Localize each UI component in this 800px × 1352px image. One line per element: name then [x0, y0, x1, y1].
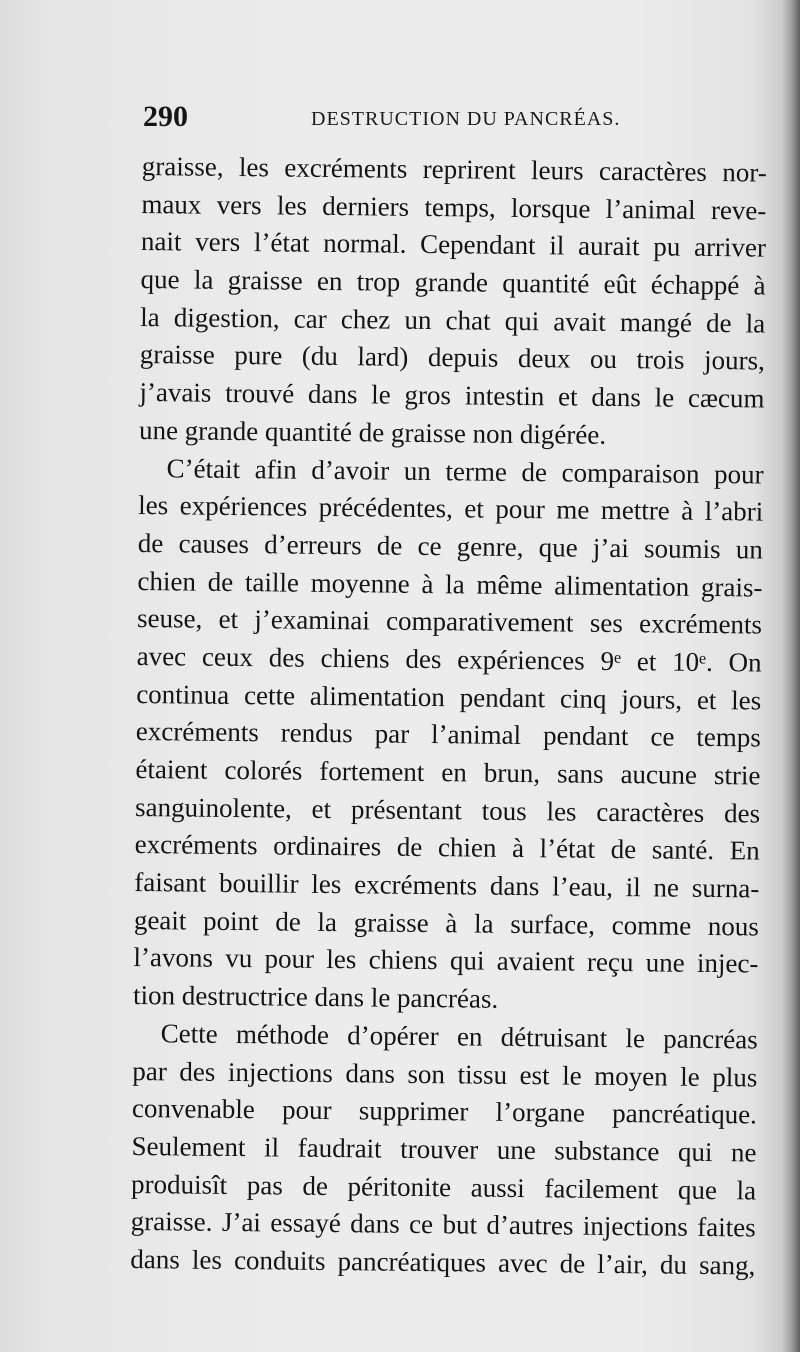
body-text — [130, 148, 767, 1285]
text-line: de causes d’erreurs de ce genre, que j’ai soumis un — [137, 527, 763, 565]
text-line: graisse, les excréments reprirent leurs caractères nor- — [141, 150, 767, 188]
text-line: maux vers les derniers temps, lorsque l’animal reve- — [141, 188, 767, 226]
text-line: geait point de la graisse à la surface, comme nous — [133, 904, 760, 942]
text-line: sanguinolente, et présentant tous les caractères des — [134, 791, 761, 829]
text-line: une grande quantité de graisse non digérée. — [138, 414, 607, 450]
text-line: la digestion, car chez un chat qui avait mangé de la — [140, 301, 766, 339]
text-line: avec ceux des chiens des expériences 9ᵉ et 10ᵉ. On — [136, 640, 762, 678]
text-line: Cette méthode d’opérer en détruisant le pancréas — [160, 1018, 758, 1055]
text-line: nait vers l’état normal. Cependant il aurait pu arriver — [140, 226, 767, 263]
text-line: convenable pour supprimer l’organe pancréatique. — [131, 1093, 758, 1130]
text-line: produisît pas de péritonite aussi facilement que la — [130, 1168, 757, 1206]
page-header — [143, 100, 623, 140]
text-line: C’était afin d’avoir un terme de comparaison pour — [166, 452, 764, 490]
text-line: tion destructrice dans le pancréas. — [132, 980, 499, 1014]
running-title: DESTRUCTION DU PANCRÉAS. — [311, 108, 621, 130]
text-line: graisse. J’ai essayé dans ce but d’autres injections faites — [130, 1206, 756, 1243]
text-line: excréments rendus par l’animal pendant ce temps — [135, 716, 762, 753]
text-line: faisant bouillir les excréments dans l’eau, il ne surna- — [134, 867, 760, 904]
text-line: continua cette alimentation pendant cinq jours, et les — [136, 678, 762, 716]
page-number: 290 — [143, 100, 188, 133]
text-line: les expériences précédentes, et pour me mettre à l’abri — [138, 490, 764, 527]
text-line: j’avais trouvé dans le gros intestin et dans le cæcum — [139, 377, 765, 414]
text-line: seuse, et j’examinai comparativement ses excréments — [136, 603, 763, 640]
text-line: étaient colorés fortement en brun, sans aucune strie — [135, 753, 761, 791]
text-line: chien de taille moyenne à la même alimentation grais- — [137, 565, 763, 603]
page-binding-shadow — [782, 0, 800, 1352]
text-line: que la graisse en trop grande quantité eût échappé à — [140, 264, 766, 301]
text-line: l’avons vu pour les chiens qui avaient reçu une injec- — [133, 942, 759, 979]
text-line: graisse pure (du lard) depuis deux ou trois jours, — [139, 339, 765, 376]
text-line: Seulement il faudrait trouver une substance qui ne — [131, 1130, 757, 1168]
text-line: dans les conduits pancréatiques avec de l’air, du sang, — [130, 1243, 756, 1281]
text-line: excréments ordinaires de chien à l’état de santé. En — [134, 829, 760, 866]
text-line: par des injections dans son tissu est le moyen le plus — [132, 1055, 758, 1092]
